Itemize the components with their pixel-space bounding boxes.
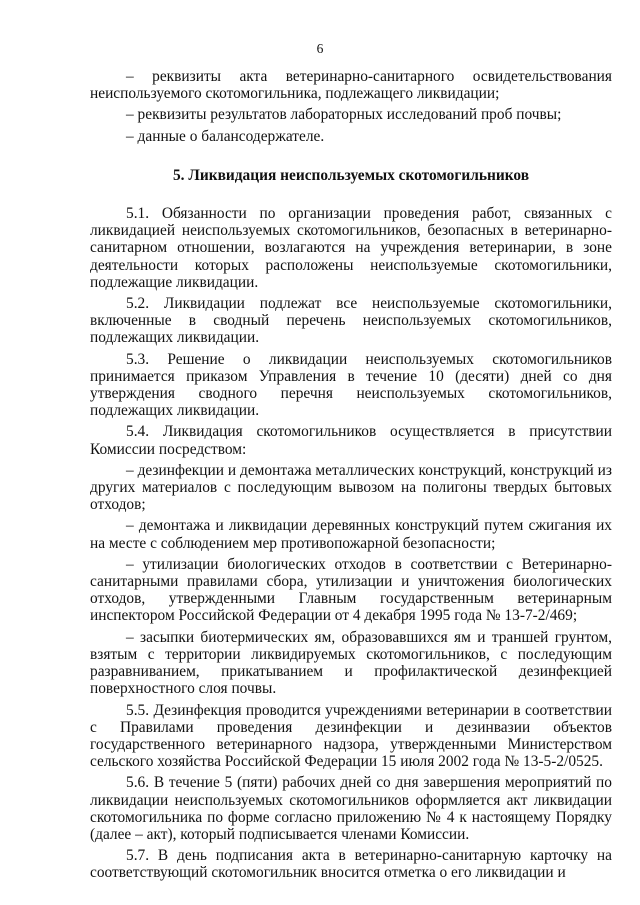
list-item-biowaste: – утилизации биологических отходов в соответствии с Ветеринарно-санитарными правилами сбора, утилизации и уничтожения биологических отходов, утвержденными Главным государственным ветеринарным инспектором Российской Федерации от 4 декабря 1995 года № 13-7-2/469; xyxy=(90,555,612,625)
intro-item-3: – данные о балансодержателе. xyxy=(126,127,325,145)
paragraph-5-1: 5.1. Обязанности по организации проведения работ, связанных с ликвидацией неиспользуемых скотомогильников, безопасных в ветеринарно-санитарном отношении, возлагаются на учреждения ветеринарии, в зоне деятельности которых расположены неиспользуемые скотомогильники, подлежащие ликвидации. xyxy=(90,205,612,291)
paragraph-5-4: 5.4. Ликвидация скотомогильников осуществляется в присутствии Комиссии посредством: xyxy=(90,423,612,458)
paragraph-5-6: 5.6. В течение 5 (пяти) рабочих дней со дня завершения мероприятий по ликвидации неиспользуемых скотомогильников оформляется акт ликвидации скотомогильника по форме согласно приложению № 4 к настоящему Порядку (далее – акт), который подписывается членами Комиссии. xyxy=(90,774,612,843)
list-item-backfill: – засыпки биотермических ям, образовавшихся ям и траншей грунтом, взятым с территории ликвидируемых скотомогильников, с последующим разравниванием, прикатыванием и профилактической дезинфекцией поверхностного слоя почвы. xyxy=(90,628,612,698)
paragraph-5-3: 5.3. Решение о ликвидации неиспользуемых скотомогильников принимается приказом Управления в течение 10 (десяти) дней со дня утверждения сводного перечня неиспользуемых скотомогильников, подлежащих ликвидации. xyxy=(90,350,612,420)
list-item-disinfection: – дезинфекции и демонтажа металлических конструкций, конструкций из других материалов с последующим вывозом на полигоны твердых бытовых отходов; xyxy=(90,461,612,514)
intro-item-1: – реквизиты акта ветеринарно-санитарного освидетельствования неиспользуемого скотомогильника, подлежащего ликвидации; xyxy=(90,68,612,103)
page-number: 6 xyxy=(316,41,324,56)
intro-item-2: – реквизиты результатов лабораторных исследований проб почвы; xyxy=(126,106,562,124)
section-heading: 5. Ликвидация неиспользуемых скотомогильников xyxy=(172,166,530,184)
paragraph-5-7: 5.7. В день подписания акта в ветеринарно-санитарную карточку на соответствующий скотомогильник вносится отметка о его ликвидации и xyxy=(90,847,612,882)
list-item-wooden-structures: – демонтажа и ликвидации деревянных конструкций путем сжигания их на месте с соблюдением мер противопожарной безопасности; xyxy=(90,517,612,552)
document-body xyxy=(90,68,612,886)
paragraph-5-2: 5.2. Ликвидации подлежат все неиспользуемые скотомогильники, включенные в сводный перечень неиспользуемых скотомогильников, подлежащих ликвидации. xyxy=(90,295,612,347)
paragraph-5-5: 5.5. Дезинфекция проводится учреждениями ветеринарии в соответствии с Правилами проведения дезинфекции и дезинвазии объектов государственного ветеринарного надзора, утвержденными Министерством сельского хозяйства Российской Федерации 15 июля 2002 года № 13-5-2/0525. xyxy=(90,701,612,771)
